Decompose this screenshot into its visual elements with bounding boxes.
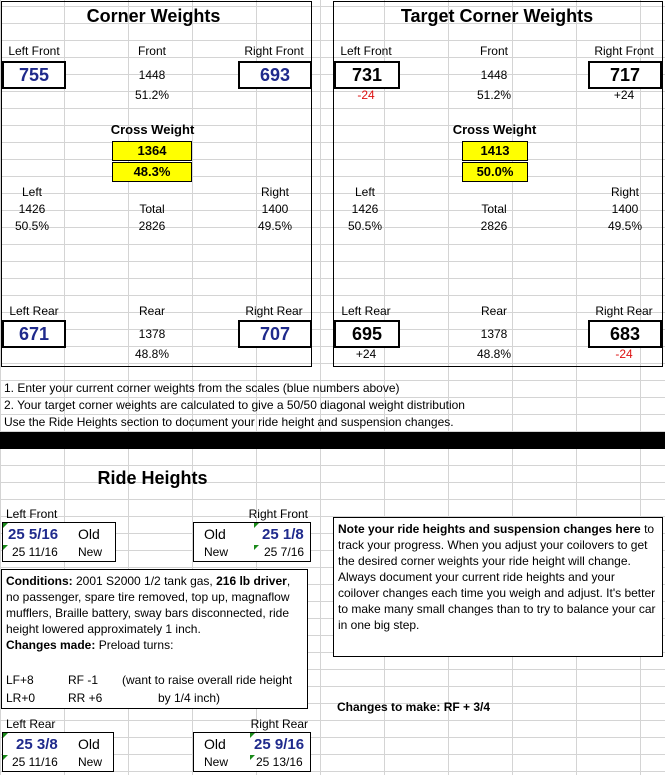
cw-rear-label: Rear	[138, 304, 165, 318]
lf-turns: LF+8	[6, 673, 34, 687]
tw-front-pct: 51.2%	[476, 88, 512, 102]
tw-cross-value: 1413	[462, 141, 528, 161]
raise-note-2: by 1/4 inch)	[158, 691, 221, 705]
cw-lf-label: Left Front	[8, 44, 60, 58]
cell-comment-marker-icon	[250, 755, 255, 760]
corner-weights-title: Corner Weights	[86, 6, 221, 26]
cw-front-pct: 51.2%	[134, 88, 170, 102]
rh-rf-new-label: New	[204, 545, 229, 559]
raise-note-1: (want to raise overall ride height	[122, 673, 293, 687]
cw-cross-label: Cross Weight	[110, 122, 195, 137]
tw-rear-label: Rear	[480, 304, 507, 318]
tw-rear-pct: 48.8%	[476, 347, 512, 361]
tw-left-pct: 50.5%	[347, 219, 383, 233]
rh-rf-old-label: Old	[204, 526, 226, 542]
tw-cross-label: Cross Weight	[452, 122, 537, 137]
cw-front-label: Front	[137, 44, 166, 58]
rh-rr-old-label: Old	[204, 736, 226, 752]
conditions-text-a: 2001 S2000 1/2 tank gas,	[72, 574, 217, 588]
tw-rear-total: 1378	[480, 327, 508, 341]
cw-lr-label: Left Rear	[9, 304, 59, 318]
tw-rf-value: 717	[588, 61, 662, 89]
tw-rr-value: 683	[588, 320, 662, 348]
tw-left-total: 1426	[351, 202, 379, 216]
cw-left-total: 1426	[18, 202, 46, 216]
rh-rr-new: 25 13/16	[256, 755, 303, 769]
cw-right-total: 1400	[261, 202, 289, 216]
tw-front-total: 1448	[480, 68, 508, 82]
rh-rf-old[interactable]: 25 1/8	[262, 526, 304, 543]
section-divider	[0, 432, 665, 449]
instruction-line-1: 1. Enter your current corner weights from the scales (blue numbers above)	[4, 381, 400, 395]
rh-lf-label: Left Front	[6, 507, 58, 521]
rh-lr-label: Left Rear	[6, 717, 56, 731]
rf-turns: RF -1	[68, 673, 98, 687]
cell-comment-marker-icon	[254, 523, 259, 528]
cw-front-total: 1448	[138, 68, 166, 82]
cw-total-label: Total	[139, 202, 165, 216]
lr-turns: LR+0	[6, 691, 36, 705]
tw-lr-value: 695	[334, 320, 400, 348]
rh-lr-new: 25 11/16	[12, 755, 58, 769]
cw-right-pct: 49.5%	[257, 219, 293, 233]
cw-total: 2826	[138, 219, 166, 233]
cw-rr-label: Right Rear	[245, 304, 303, 318]
tw-left-label: Left	[354, 185, 375, 199]
conditions-box	[1, 569, 308, 709]
rh-rr-new-label: New	[204, 755, 229, 769]
rr-turns: RR +6	[68, 691, 103, 705]
instruction-line-3: Use the Ride Heights section to document your ride height and suspension changes.	[4, 415, 454, 429]
tw-lf-label: Left Front	[340, 44, 392, 58]
tw-lf-delta: -24	[357, 88, 375, 102]
tw-total: 2826	[480, 219, 508, 233]
cw-rf-label: Right Front	[244, 44, 304, 58]
conditions-text-b: , no passenger, spare tire removed, top up, magnaflow mufflers, Braille battery, sway bars disconnected, ride height lowered approximately 1 inch.	[6, 574, 291, 636]
cell-comment-marker-icon	[3, 545, 8, 550]
cw-lf-input[interactable]: 755	[2, 61, 66, 89]
tw-rf-delta: +24	[613, 88, 635, 102]
rh-rf-new: 25 7/16	[264, 545, 305, 559]
rh-lf-new: 25 11/16	[12, 545, 58, 559]
note-text: to track your progress. When you adjust your coilovers to get the desired corner weights your ride height will change. Always document your current ride heights and your coilover changes each time you weigh and adjust. It's better to make many small changes than to try to balance your car in one big step.	[338, 522, 656, 632]
changes-made-text: Preload turns:	[95, 638, 174, 652]
cw-cross-value: 1364	[112, 141, 192, 161]
tw-rr-label: Right Rear	[595, 304, 653, 318]
changes-made-label: Changes made:	[6, 638, 96, 652]
rh-lr-old-label: Old	[78, 736, 100, 752]
target-weights-title: Target Corner Weights	[400, 6, 594, 26]
rh-lf-old[interactable]: 25 5/16	[8, 526, 59, 543]
note-heading: Note your ride heights and suspension changes here	[338, 522, 641, 536]
conditions-driver: 216 lb driver	[216, 574, 287, 588]
cw-right-label: Right	[260, 185, 289, 199]
rh-rf-label: Right Front	[248, 507, 308, 521]
cw-left-label: Left	[21, 185, 42, 199]
cw-cross-pct: 48.3%	[112, 162, 192, 182]
tw-right-label: Right	[610, 185, 639, 199]
tw-lr-label: Left Rear	[341, 304, 391, 318]
rh-lf-new-label: New	[78, 545, 103, 559]
conditions-label: Conditions:	[6, 574, 73, 588]
tw-lf-value: 731	[334, 61, 400, 89]
changes-to-make: Changes to make: RF + 3/4	[337, 700, 491, 714]
tw-rr-delta: -24	[615, 347, 633, 361]
rh-lr-old[interactable]: 25 3/8	[16, 736, 58, 753]
tw-rf-label: Right Front	[594, 44, 654, 58]
instruction-line-2: 2. Your target corner weights are calculated to give a 50/50 diagonal weight distribution	[4, 398, 465, 412]
tw-right-pct: 49.5%	[607, 219, 643, 233]
rh-rr-label: Right Rear	[250, 717, 308, 731]
cw-rear-pct: 48.8%	[134, 347, 170, 361]
tw-lr-delta: +24	[355, 347, 377, 361]
ride-heights-note	[333, 517, 663, 657]
tw-right-total: 1400	[611, 202, 639, 216]
cw-left-pct: 50.5%	[14, 219, 50, 233]
cw-lr-input[interactable]: 671	[2, 320, 66, 348]
tw-front-label: Front	[479, 44, 508, 58]
cw-rr-input[interactable]: 707	[238, 320, 312, 348]
tw-cross-pct: 50.0%	[462, 162, 528, 182]
cell-comment-marker-icon	[254, 545, 259, 550]
rh-lr-new-label: New	[78, 755, 103, 769]
cw-rf-input[interactable]: 693	[238, 61, 312, 89]
cw-rear-total: 1378	[138, 327, 166, 341]
ride-heights-title: Ride Heights	[97, 468, 208, 488]
rh-lf-old-label: Old	[78, 526, 100, 542]
tw-total-label: Total	[481, 202, 507, 216]
cell-comment-marker-icon	[3, 755, 8, 760]
cell-comment-marker-icon	[3, 733, 8, 738]
rh-rr-old[interactable]: 25 9/16	[254, 736, 305, 753]
